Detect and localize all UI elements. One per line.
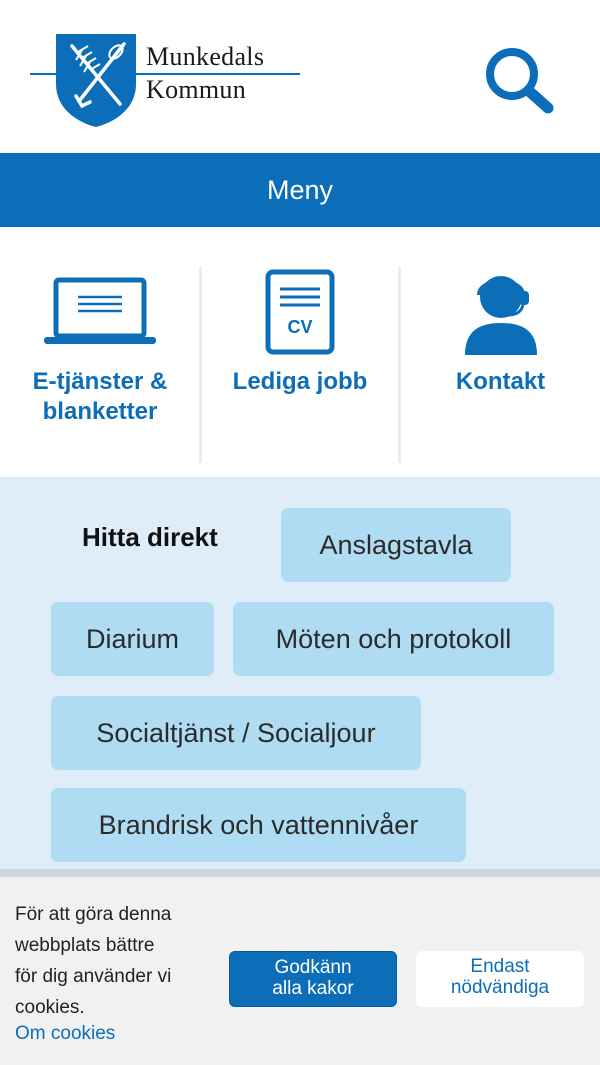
quick-link-label-line-2: blanketter [42,398,158,425]
quick-link-e-services[interactable] [0,227,200,477]
logo-line-1: Munkedals [146,42,265,71]
chip-fire-risk-water[interactable]: Brandrisk och vattennivåer [51,788,466,862]
button-label-line: nödvändiga [450,977,550,998]
cv-document-icon [264,269,336,355]
cookie-message-line: för dig använder vi [15,966,172,987]
chip-diarium[interactable]: Diarium [51,602,214,676]
logo-line-2: Kommun [146,75,247,104]
logo-text [146,40,264,106]
find-directly-section [0,477,600,877]
quick-link-label [0,367,200,427]
quick-link-label: Lediga jobb [232,368,368,395]
button-label-line: alla kakor [272,978,354,999]
search-icon [482,46,558,116]
quick-links [0,227,600,477]
cookie-message [15,899,215,1023]
find-directly-title: Hitta direkt [82,522,218,552]
cookie-message-line: webbplats bättre [15,935,155,956]
button-label-line: Endast [470,956,530,977]
headset-person-icon [463,269,539,357]
button-label-line: Godkänn [274,957,352,978]
accept-all-cookies-button[interactable] [229,951,397,1007]
about-cookies-link[interactable]: Om cookies [15,1023,116,1044]
chip-social-services[interactable]: Socialtjänst / Socialjour [51,696,421,770]
shield-icon [54,32,138,128]
svg-text:CV: CV [287,317,313,337]
quick-link-contact[interactable] [401,227,600,477]
cookie-message-line: cookies. [15,997,85,1018]
necessary-only-button[interactable] [416,951,584,1007]
municipality-logo[interactable] [30,32,310,132]
site-header [0,0,600,153]
quick-link-label: Kontakt [455,368,546,395]
chip-meetings-protocols[interactable]: Möten och protokoll [233,602,554,676]
cookie-message-line: För att göra denna [15,904,172,925]
cookie-banner [0,869,600,1065]
quick-link-label-line-1: E-tjänster & [32,368,168,395]
menu-button[interactable]: Meny [0,153,600,227]
search-button[interactable] [482,46,558,116]
quick-link-jobs[interactable] [202,227,398,477]
chip-anslagstavla[interactable]: Anslagstavla [281,508,511,582]
laptop-icon [42,277,158,347]
